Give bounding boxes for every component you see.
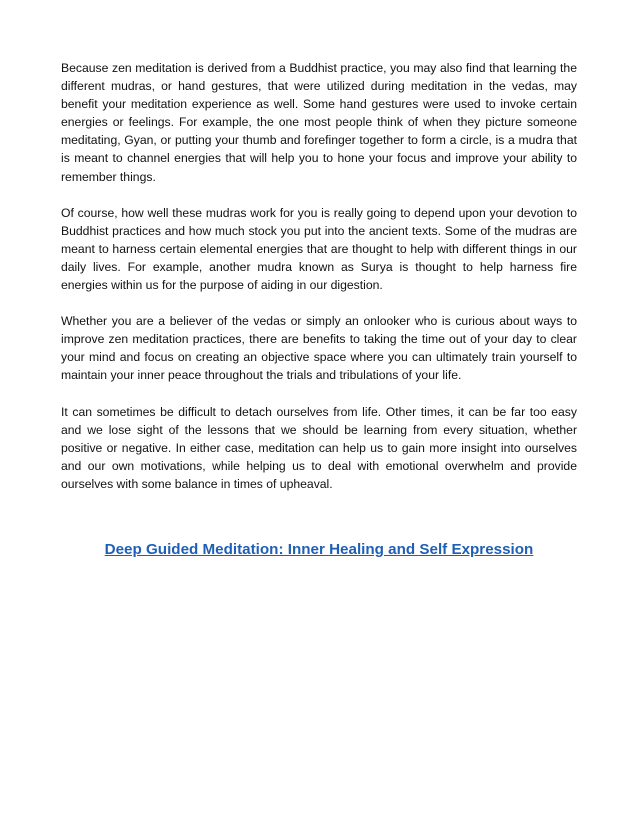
guided-meditation-link[interactable]: Deep Guided Meditation: Inner Healing and Self Expression [104, 541, 534, 558]
paragraph-mudras: Because zen meditation is derived from a Buddhist practice, you may also find that learning the different mudras, or hand gestures, that were utilized during meditation in the vedas, may benefit your meditation experience as well. Some hand gestures were used to invoke certain energies or feelings. For example, the one most people think of when they picture someone meditating, Gyan, or putting your thumb and forefinger together to form a circle, is a mudra that is meant to channel energies that will help you to hone your focus and improve your ability to remember things. [61, 61, 577, 184]
body-text [61, 59, 577, 511]
paragraph-devotion: Of course, how well these mudras work for you is really going to depend upon your devotion to Buddhist practices and how much stock you put into the ancient texts. Some of the mudras are meant to harness certain elemental energies that are thought to help with different things in our daily lives. For example, another mudra known as Surya is thought to help harness fire energies within us for the purpose of aiding in our digestion. [61, 205, 577, 293]
paragraph-detachment: It can sometimes be difficult to detach ourselves from life. Other times, it can be far too easy and we lose sight of the lessons that we should be learning from every situation, whether positive or negative. In either case, meditation can help us to gain more insight into ourselves and our own motivations, while helping us to deal with emotional overwhelm and provide ourselves with some balance in times of upheaval. [61, 404, 577, 491]
paragraph-benefits: Whether you are a believer of the vedas or simply an onlooker who is curious about ways to improve zen meditation practices, there are benefits to taking the time out of your day to clear your mind and focus on creating an objective space where you can ultimately train yourself to maintain your inner peace throughout the trials and tribulations of your life. [61, 314, 577, 383]
